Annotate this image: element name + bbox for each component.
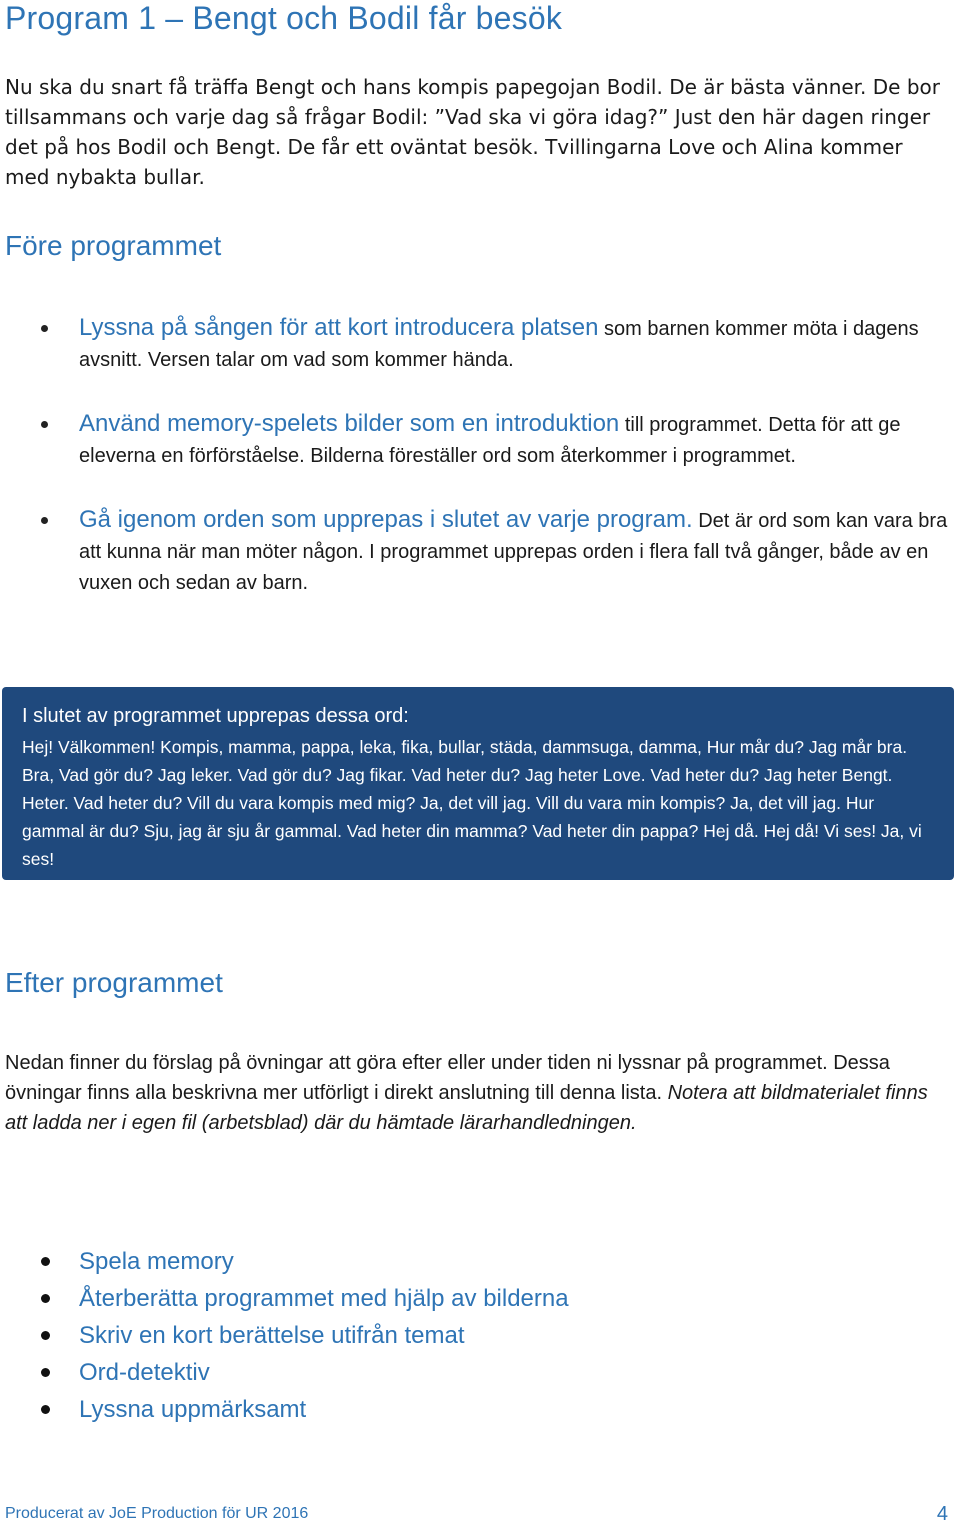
bullet-icon: [41, 1257, 50, 1266]
page-title: Program 1 – Bengt och Bodil får besök: [5, 0, 563, 36]
exercise-label: Spela memory: [79, 1248, 234, 1275]
after-program-intro: [5, 1048, 950, 1138]
bullet-icon: [41, 1331, 50, 1340]
exercise-list: [0, 1243, 569, 1428]
list-item-text: som barnen kommer möta i dagens avsnitt. Versen talar om vad som kommer hända.: [79, 318, 919, 371]
exercise-label: Skriv en kort berättelse utifrån temat: [79, 1322, 465, 1349]
footer-credit: Producerat av JoE Production för UR 2016: [5, 1505, 309, 1522]
repeated-words-box: [2, 687, 954, 880]
list-item: [0, 312, 955, 376]
exercise-label: Återberätta programmet med hjälp av bilderna: [79, 1285, 569, 1312]
exercise-item: [0, 1243, 569, 1280]
list-item-text: Det är ord som kan vara bra att kunna när man möter någon. I programmet upprepas orden i flera fall två gånger, både av en vuxen och sedan av barn.: [79, 510, 948, 594]
list-item-lead: Gå igenom orden som upprepas i slutet av varje program.: [79, 506, 693, 533]
after-intro-text: Nedan finner du förslag på övningar att göra efter eller under tiden ni lyssnar på programmet. Dessa övningar finns alla beskrivna mer utförligt i direkt anslutning till denna lista.: [5, 1052, 890, 1104]
bullet-icon: [41, 1405, 50, 1414]
list-item: [0, 504, 955, 599]
list-item-text: till programmet. Detta för att ge eleverna en förförståelse. Bilderna föreställer ord som återkommer i programmet.: [79, 414, 901, 467]
after-program-heading: Efter programmet: [5, 967, 223, 998]
bullet-icon: [41, 1368, 50, 1377]
page-number: 4: [936, 1503, 948, 1525]
after-intro-note: Notera att bildmaterialet finns att ladda ner i egen fil (arbetsblad) där du hämtade lärarhandledningen.: [5, 1082, 928, 1134]
list-item-lead: Lyssna på sången för att kort introducera platsen: [79, 314, 599, 341]
before-program-list: [0, 312, 955, 631]
list-item: [0, 408, 955, 472]
bullet-icon: [41, 325, 48, 332]
list-item-lead: Använd memory-spelets bilder som en introduktion: [79, 410, 620, 437]
bullet-icon: [41, 1294, 50, 1303]
exercise-label: Ord-detektiv: [79, 1359, 210, 1386]
repeated-words-text: Hej! Välkommen! Kompis, mamma, pappa, leka, fika, bullar, städa, dammsuga, damma, Hur mår du? Jag mår bra. Bra, Vad gör du? Jag leker. Vad gör du? Jag fikar. Vad heter du? Jag heter Love. Vad heter du? Jag heter Bengt. Heter. Vad heter du? Vill du vara kompis med mig? Ja, det vill jag. Vill du vara min kompis? Ja, det vill jag. Hur gammal är du? Sju, jag är sju år gammal. Vad heter din mamma? Vad heter din pappa? Hej då. Hej då! Vi ses! Ja, vi ses!: [22, 737, 922, 869]
repeated-words-title: I slutet av programmet upprepas dessa ord:: [22, 705, 409, 727]
exercise-item: [0, 1280, 569, 1317]
exercise-item: [0, 1317, 569, 1354]
bullet-icon: [41, 517, 48, 524]
exercise-item: [0, 1391, 569, 1428]
intro-paragraph: Nu ska du snart få träffa Bengt och hans kompis papegojan Bodil. De är bästa vänner. De bor tillsammans och varje dag så frågar Bodil: ”Vad ska vi göra idag?” Just den här dagen ringer det på hos Bodil och Bengt. De får ett oväntat besök. Tvillingarna Love och Alina kommer med nybakta bullar.: [5, 75, 940, 189]
exercise-label: Lyssna uppmärksamt: [79, 1396, 307, 1423]
bullet-icon: [41, 421, 48, 428]
before-program-heading: Före programmet: [5, 230, 222, 261]
exercise-item: [0, 1354, 569, 1391]
